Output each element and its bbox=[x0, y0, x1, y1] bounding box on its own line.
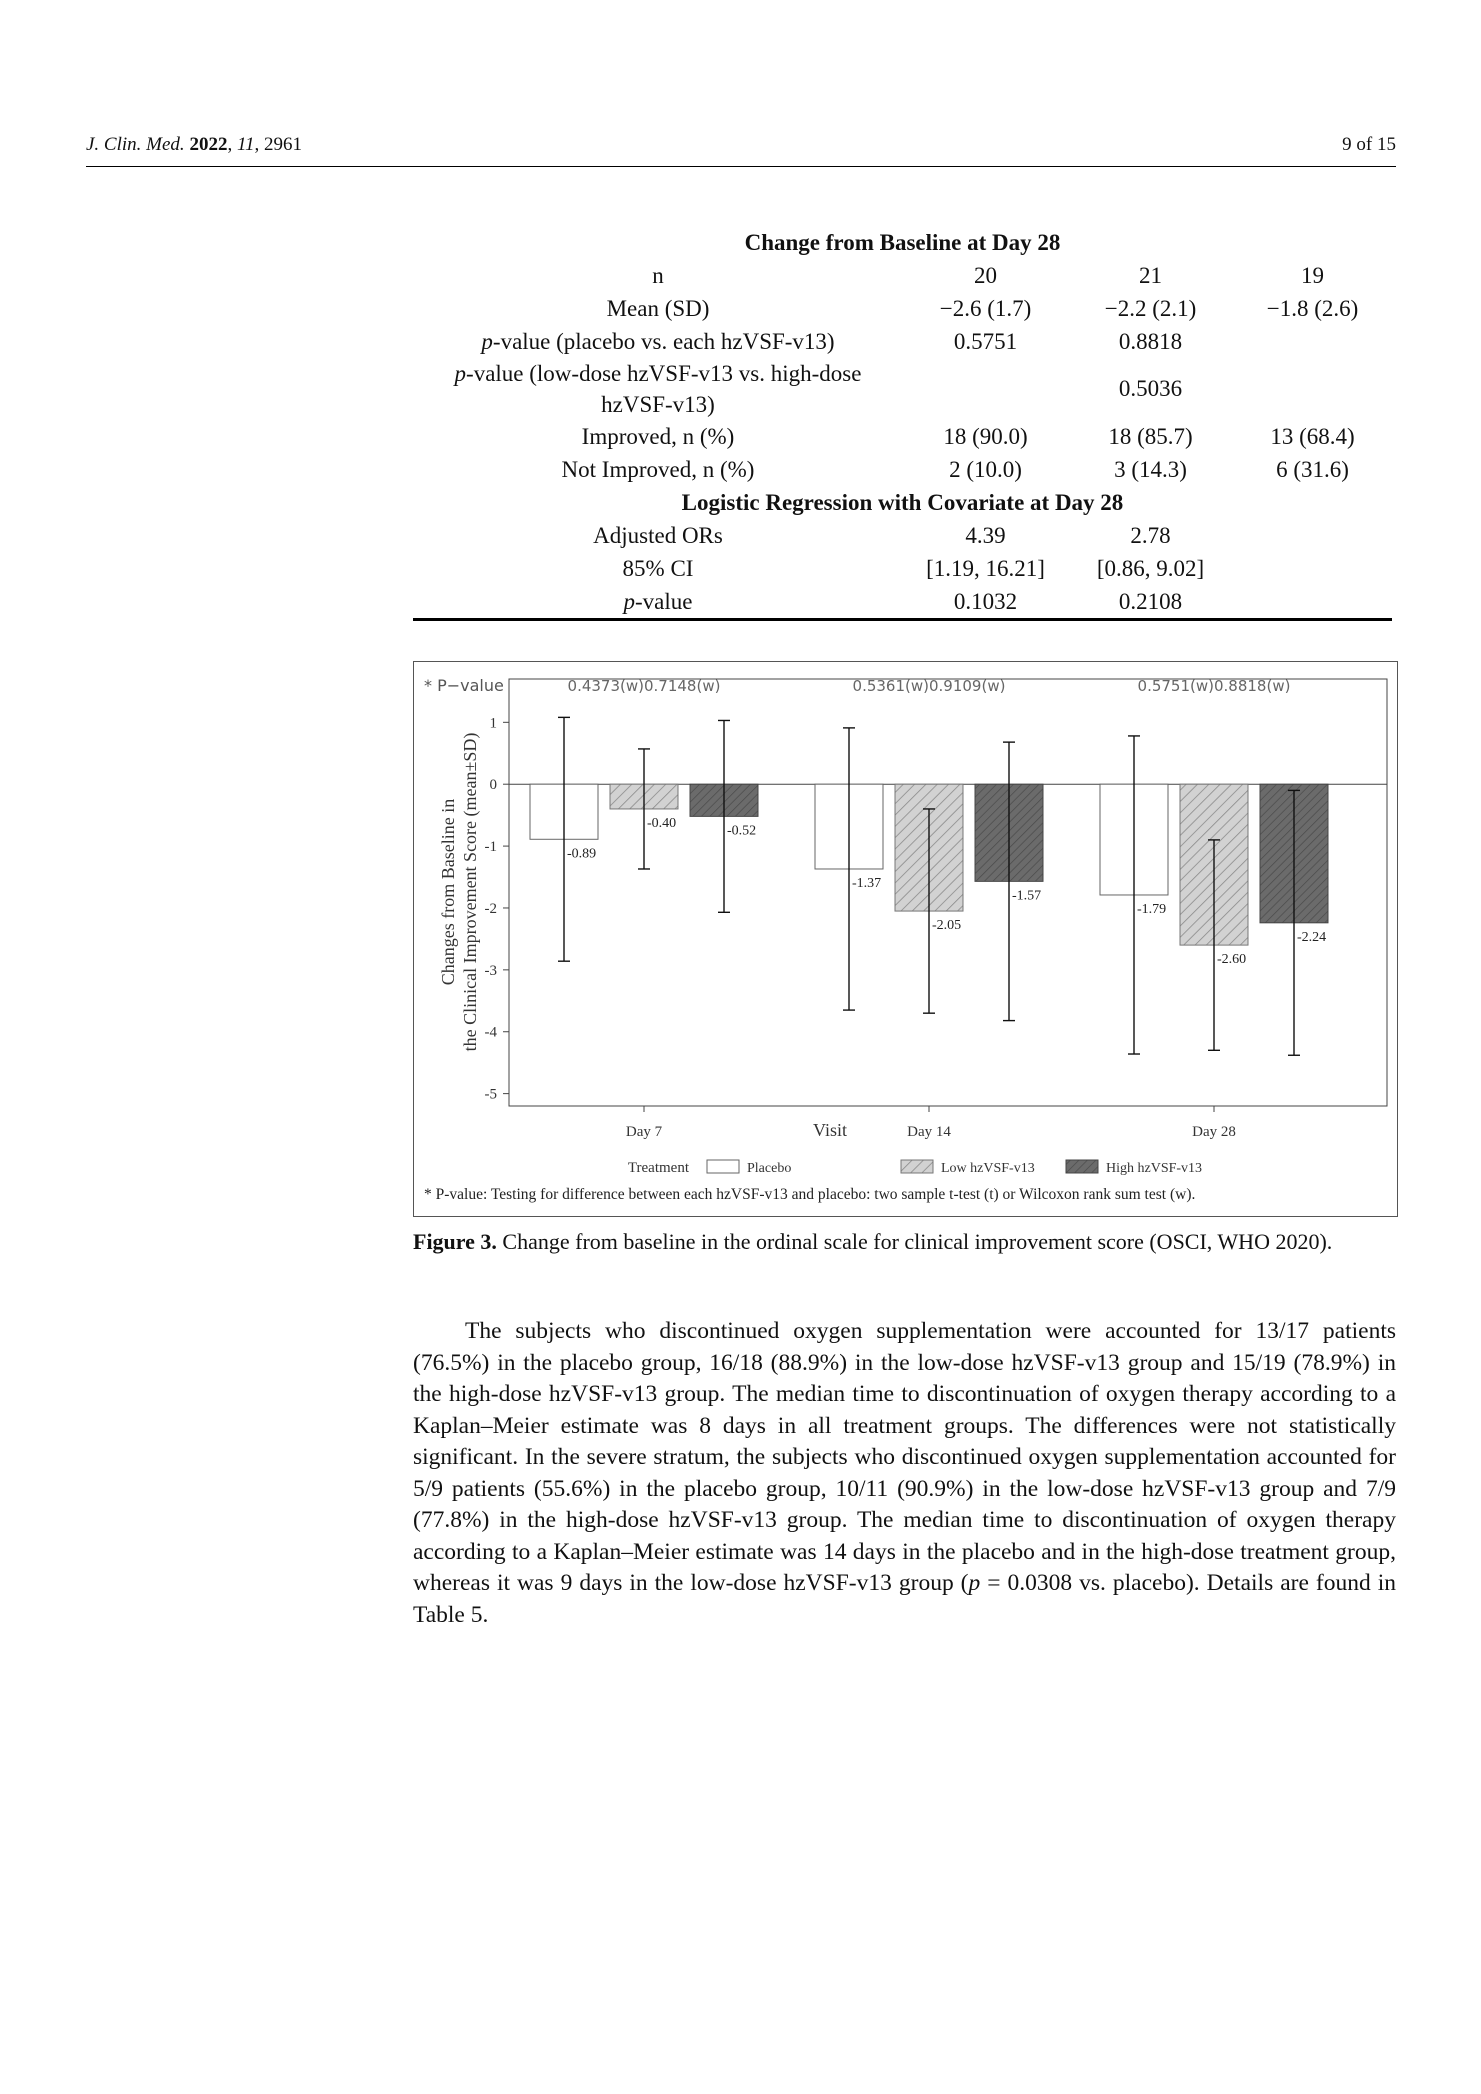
y-tick-label: -4 bbox=[484, 1024, 497, 1041]
x-tick-label: Day 7 bbox=[625, 1124, 663, 1140]
p-value-label: * P−value bbox=[424, 676, 504, 695]
page-header bbox=[86, 130, 1396, 167]
table-row: p-value 0.1032 0.2108 bbox=[413, 585, 1392, 620]
legend-swatch bbox=[1066, 1160, 1098, 1173]
y-tick-label: -2 bbox=[484, 900, 497, 917]
table-row: Improved, n (%) 18 (90.0) 18 (85.7) 13 (68.4) bbox=[581, 423, 1355, 449]
data-label: -1.37 bbox=[852, 875, 882, 891]
table-section-title: Change from Baseline at Day 28 bbox=[744, 229, 1061, 255]
journal-citation: J. Clin. Med. 2022, 11, 2961 bbox=[86, 134, 303, 155]
figure-footnote: * P-value: Testing for difference between each hzVSF-v13 and placebo: two sample t-test (t) or Wilcoxon rank sum test (w). bbox=[424, 1186, 1196, 1203]
data-label: -0.52 bbox=[727, 823, 757, 839]
journal-volume: 11 bbox=[236, 134, 255, 155]
data-label: -0.40 bbox=[647, 815, 677, 831]
data-label: -2.24 bbox=[1297, 929, 1327, 945]
x-tick-label: Day 14 bbox=[907, 1124, 951, 1140]
page-number: 9 of 15 bbox=[1342, 134, 1396, 155]
table-row: Not Improved, n (%) 2 (10.0) 3 (14.3) 6 (31.6) bbox=[561, 456, 1349, 482]
y-axis-label-line2: the Clinical Improvement Score (mean±SD) bbox=[460, 732, 480, 1052]
figure-caption bbox=[413, 1226, 1396, 1257]
table-row: p-value (placebo vs. each hzVSF-v13) 0.5751 0.8818 bbox=[481, 328, 1183, 354]
table-row: 85% CI [1.19, 16.21] [0.86, 9.02] bbox=[622, 555, 1205, 581]
p-value-annotation: 0.5751(w)0.8818(w) bbox=[1137, 677, 1291, 695]
legend-entry: High hzVSF-v13 bbox=[1106, 1161, 1203, 1176]
figure-caption-text: Change from baseline in the ordinal scale for clinical improvement score (OSCI, WHO 2020). bbox=[496, 1229, 1333, 1254]
legend-swatch bbox=[901, 1160, 933, 1173]
data-label: -2.05 bbox=[932, 918, 962, 934]
y-tick-label: 0 bbox=[489, 777, 497, 794]
plot-area bbox=[485, 677, 1388, 1140]
legend-entry: Low hzVSF-v13 bbox=[941, 1161, 1035, 1176]
y-tick-label: -5 bbox=[484, 1086, 497, 1103]
table-row: p-value (low-dose hzVSF-v13 vs. high-dose hzVSF-v13) 0.5036 bbox=[454, 361, 1183, 417]
p-value-annotation: 0.4373(w)0.7148(w) bbox=[567, 677, 721, 695]
data-label: -2.60 bbox=[1217, 952, 1247, 968]
y-tick-label: -3 bbox=[484, 962, 497, 979]
x-axis-label: Visit bbox=[813, 1120, 847, 1140]
y-tick-label: -1 bbox=[484, 839, 497, 856]
results-table bbox=[413, 226, 1392, 621]
table-row: n 20 21 19 bbox=[652, 262, 1324, 288]
p-value-annotation: 0.5361(w)0.9109(w) bbox=[852, 677, 1006, 695]
journal-name: J. Clin. Med. bbox=[86, 134, 185, 155]
legend-title: Treatment bbox=[627, 1160, 689, 1176]
bar-chart bbox=[414, 662, 1397, 1216]
data-label: -1.57 bbox=[1012, 888, 1042, 904]
legend-entry: Placebo bbox=[747, 1161, 792, 1176]
x-tick-label: Day 28 bbox=[1192, 1124, 1236, 1140]
journal-year: 2022 bbox=[189, 134, 228, 155]
figure-3 bbox=[413, 661, 1398, 1217]
data-label: -1.79 bbox=[1137, 901, 1167, 917]
legend bbox=[628, 1160, 1202, 1176]
figure-caption-label: Figure 3. bbox=[413, 1229, 497, 1254]
journal-article: 2961 bbox=[264, 134, 303, 155]
body-paragraph: The subjects who discontinued oxygen supplementation were accounted for 13/17 patients (76.5%) in the placebo group, 16/18 (88.9%) in the low-dose hzVSF-v13 group and 15/19 (78.9%) in the high-dose hzVSF-v13 group. The median time to discontinuation of oxygen therapy according to a Kaplan–Meier estimate was 8 days in all treatment groups. The differences were not statistically significant. In the severe stratum, the subjects who discontinued oxygen supplementation accounted for 5/9 patients (55.6%) in the placebo group, 10/11 (90.9%) in the low-dose hzVSF-v13 group and 7/9 (77.8%) in the high-dose hzVSF-v13 group. The median time to discontinuation of oxygen therapy according to a Kaplan–Meier estimate was 14 days in the placebo and in the high-dose treatment group, whereas it was 9 days in the low-dose hzVSF-v13 group (p = 0.0308 vs. placebo). Details are found in Table 5. bbox=[413, 1318, 1396, 1628]
legend-swatch bbox=[707, 1160, 739, 1173]
table-section-title: Logistic Regression with Covariate at Day 28 bbox=[681, 489, 1124, 515]
table-row: Mean (SD) −2.6 (1.7) −2.2 (2.1) −1.8 (2.6) bbox=[606, 295, 1359, 321]
data-label: -0.89 bbox=[567, 846, 597, 862]
y-axis-label-line1: Changes from Baseline in bbox=[438, 798, 458, 986]
y-tick-label: 1 bbox=[489, 715, 497, 732]
table-row: Adjusted ORs 4.39 2.78 bbox=[593, 522, 1171, 548]
